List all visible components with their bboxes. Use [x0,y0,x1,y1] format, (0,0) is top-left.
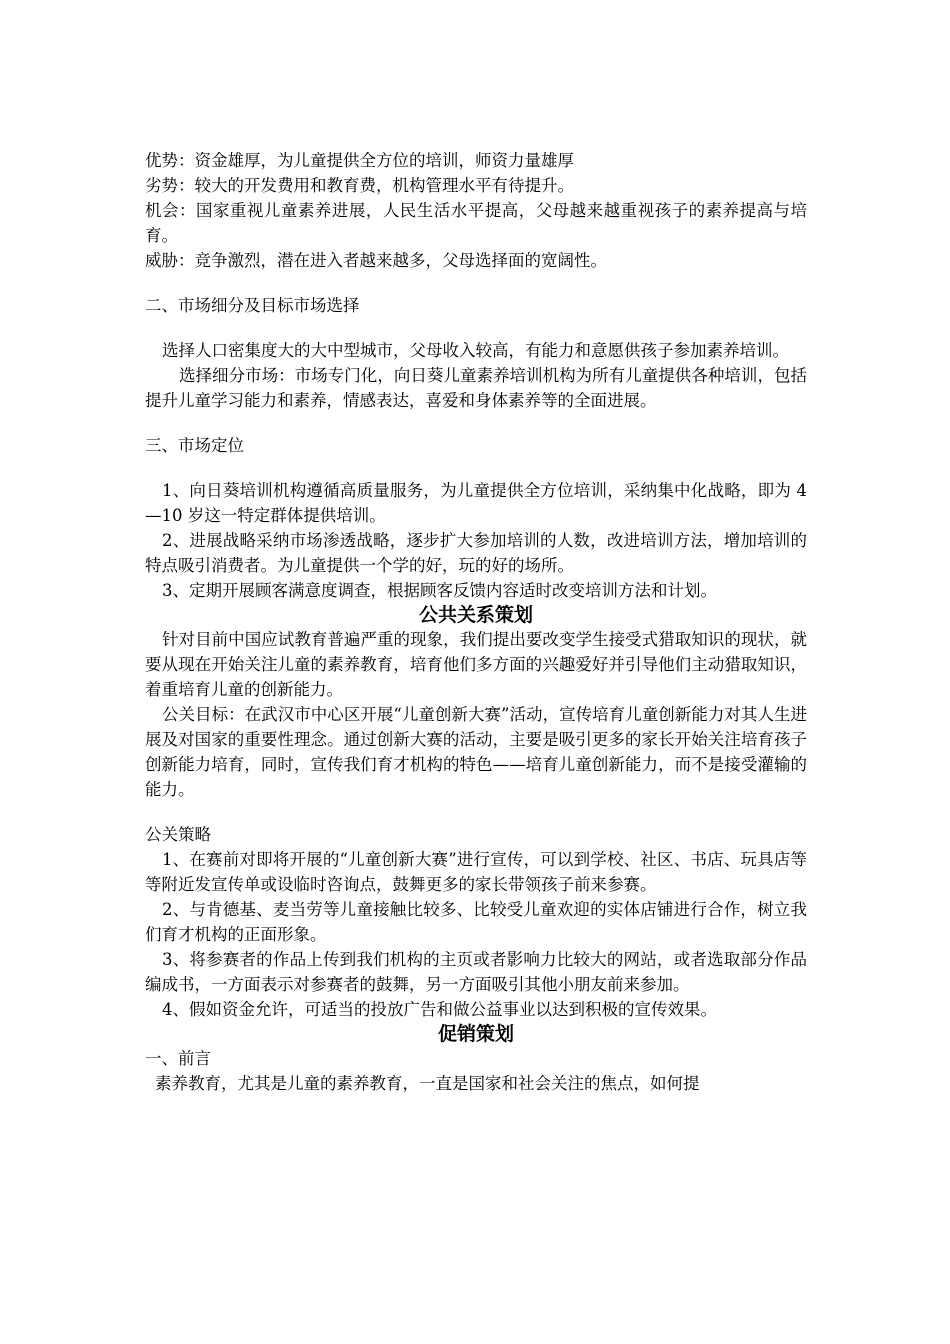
segmentation-paragraph-1: 选择人口密集度大的大中型城市，父母收入较高，有能力和意愿供孩子参加素养培训。 [162,341,789,360]
positioning-item-3: 3、定期开展顾客满意度调查，根据顾客反馈内容适时改变培训方法和计划。 [162,581,717,600]
pr-paragraph-1: 针对目前中国应试教育普遍严重的现象，我们提出要改变学生接受式猎取知识的现状，就要从现在开始关注儿童的素养教育，培育他们多方面的兴趣爱好并引导他们主动猎取知识，着重培育儿童的创新能力。 [145,630,807,699]
promo-subtitle: 一、前言 [145,1049,211,1068]
pr-strategy-title: 公关策略 [145,825,211,844]
swot-opportunity: 机会：国家重视儿童素养进展，人民生活水平提高，父母越来越重视孩子的素养提高与培育。 [145,201,807,245]
positioning-item-1: 1、向日葵培训机构遵循高质量服务，为儿童提供全方位培训，采纳集中化战略，即为 4—10 岁这一特定群体提供培训。 [145,481,807,525]
swot-threat: 威胁：竞争激烈，潜在进入者越来越多，父母选择面的宽阔性。 [145,251,607,270]
pr-strategy-4: 4、假如资金允许，可适当的投放广告和做公益事业以达到积极的宣传效果。 [162,1000,717,1019]
swot-weakness: 劣势：较大的开发费用和教育费，机构管理水平有待提升。 [145,176,574,195]
heading-public-relations: 公共关系策划 [418,604,533,626]
heading-promotion: 促销策划 [437,1023,514,1045]
document-body [145,148,807,1096]
section-title-market-positioning: 三、市场定位 [145,436,244,455]
pr-strategy-3: 3、将参赛者的作品上传到我们机构的主页或者影响力比较大的网站，或者选取部分作品编成书，一方面表示对参赛者的鼓舞，另一方面吸引其他小朋友前来参加。 [145,950,807,994]
promo-paragraph-1: 素养教育，尤其是儿童的素养教育，一直是国家和社会关注的焦点，如何提 [155,1074,700,1093]
section-title-market-segmentation: 二、市场细分及目标市场选择 [145,296,360,315]
pr-strategy-1: 1、在赛前对即将开展的“儿童创新大赛”进行宣传，可以到学校、社区、书店、玩具店等等附近发宣传单或设临时咨询点，鼓舞更多的家长带领孩子前来参赛。 [145,850,807,894]
segmentation-paragraph-2: 选择细分市场：市场专门化，向日葵儿童素养培训机构为所有儿童提供各种培训，包括提升儿童学习能力和素养，情感表达，喜爱和身体素养等的全面进展。 [145,366,807,410]
swot-strength: 优势：资金雄厚，为儿童提供全方位的培训，师资力量雄厚 [145,151,574,170]
pr-strategy-2: 2、与肯德基、麦当劳等儿童接触比较多、比较受儿童欢迎的实体店铺进行合作，树立我们育才机构的正面形象。 [145,900,807,944]
pr-paragraph-2: 公关目标：在武汉市中心区开展“儿童创新大赛”活动，宣传培育儿童创新能力对其人生进展及对国家的重要性理念。通过创新大赛的活动，主要是吸引更多的家长开始关注培育孩子创新能力培育，同时，宣传我们育才机构的特色——培育儿童创新能力，而不是接受灌输的能力。 [145,705,807,799]
positioning-item-2: 2、进展战略采纳市场渗透战略，逐步扩大参加培训的人数，改进培训方法，增加培训的特点吸引消费者。为儿童提供一个学的好，玩的好的场所。 [145,531,807,575]
